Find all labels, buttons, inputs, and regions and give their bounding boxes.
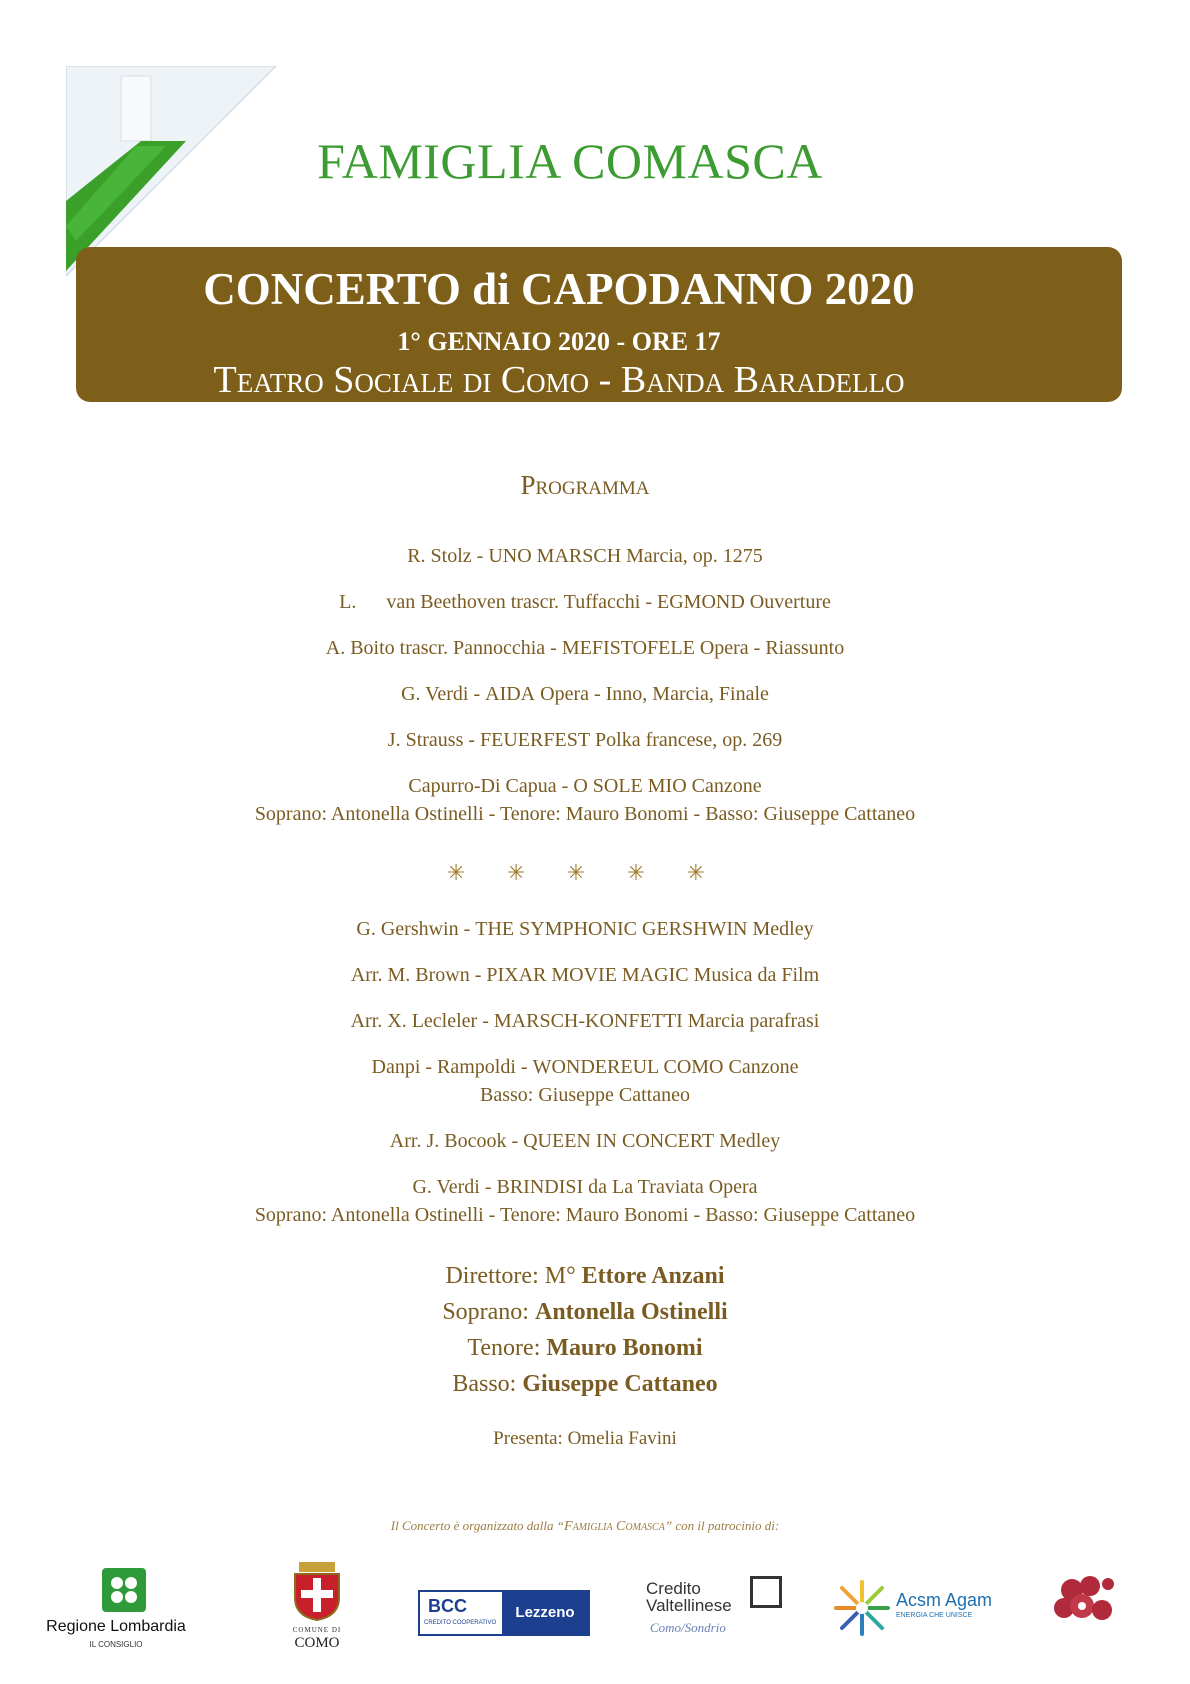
regione-name: Regione Lombardia	[46, 1618, 186, 1635]
program-item: L. van Beethoven trascr. Tuffacchi - EGMOND Ouverture	[339, 591, 831, 613]
credit-bass: Basso: Giuseppe Cattaneo	[452, 1371, 718, 1397]
credito-square-icon	[750, 1576, 782, 1608]
concert-venue: Teatro Sociale di Como - Banda Baradello	[213, 359, 905, 401]
bcc-sub: CREDITO COOPERATIVO	[424, 1620, 497, 1626]
organized-by-note: Il Concerto è organizzato dalla “Famiglia Comasca” con il patrocinio di:	[390, 1518, 780, 1534]
sponsor-bcc-lezzeno	[418, 1590, 590, 1636]
credito-line2: Valtellinese	[646, 1596, 732, 1615]
sponsor-flower-logo	[1050, 1570, 1120, 1640]
sponsor-acsm-agam	[832, 1578, 1000, 1644]
programma-title: Programma	[520, 470, 650, 500]
acsm-name: Acsm Agam	[896, 1590, 993, 1610]
sponsor-comune-di-como	[282, 1562, 352, 1657]
program-soloists: Soprano: Antonella Ostinelli - Tenore: Mauro Bonomi - Basso: Giuseppe Cattaneo	[254, 1204, 916, 1226]
program-item: G. Gershwin - THE SYMPHONIC GERSHWIN Medley	[356, 918, 814, 940]
organization-title: FAMIGLIA COMASCA	[317, 133, 823, 189]
concert-title: CONCERTO di CAPODANNO 2020	[203, 264, 915, 314]
program-item: G. Verdi - BRINDISI da La Traviata Opera	[412, 1176, 758, 1198]
credit-director: Direttore: M° Ettore Anzani	[445, 1263, 725, 1289]
como-line1: COMUNE DI	[292, 1626, 342, 1634]
sponsor-regione-lombardia	[36, 1568, 196, 1658]
credit-soprano: Soprano: Antonella Ostinelli	[442, 1299, 728, 1325]
program-item: Capurro-Di Capua - O SOLE MIO Canzone	[408, 775, 762, 797]
bcc-lezzeno: Lezzeno	[502, 1592, 588, 1634]
como-coat-of-arms-icon	[291, 1562, 343, 1622]
program-item: J. Strauss - FEUERFEST Polka francese, op. 269	[387, 729, 783, 751]
program-soloists: Soprano: Antonella Ostinelli - Tenore: Mauro Bonomi - Basso: Giuseppe Cattaneo	[254, 803, 916, 825]
program-item: Arr. X. Lecleler - MARSCH-KONFETTI Marcia parafrasi	[350, 1010, 820, 1032]
program-item: A. Boito trascr. Pannocchia - MEFISTOFELE Opera - Riassunto	[325, 637, 845, 659]
program-soloists: Basso: Giuseppe Cattaneo	[480, 1084, 690, 1106]
flower-logo-icon	[1050, 1570, 1120, 1640]
presenter: Presenta: Omelia Favini	[493, 1428, 677, 1449]
credit-tenor: Tenore: Mauro Bonomi	[467, 1335, 703, 1361]
program-item: Arr. J. Bocook - QUEEN IN CONCERT Medley	[389, 1130, 781, 1152]
sponsor-credito-valtellinese	[646, 1580, 786, 1646]
como-line2: COMO	[294, 1635, 340, 1651]
regione-lombardia-icon	[102, 1568, 146, 1612]
acsm-sun-icon	[832, 1578, 892, 1638]
program-item: G. Verdi - AIDA Opera - Inno, Marcia, Finale	[401, 683, 769, 705]
separator-stars: ✳ ✳ ✳ ✳ ✳	[446, 860, 724, 885]
credito-line1: Credito	[646, 1579, 701, 1598]
credito-line3: Como/Sondrio	[650, 1620, 726, 1635]
concert-date-time: 1° GENNAIO 2020 - ORE 17	[397, 327, 721, 356]
program-item: Danpi - Rampoldi - WONDEREUL COMO Canzone	[371, 1056, 799, 1078]
program-item: Arr. M. Brown - PIXAR MOVIE MAGIC Musica da Film	[350, 964, 820, 986]
regione-sub: IL CONSIGLIO	[89, 1640, 143, 1649]
bcc-logo-text: BCC	[428, 1596, 467, 1616]
acsm-tagline: ENERGIA CHE UNISCE	[896, 1612, 973, 1619]
program-item: R. Stolz - UNO MARSCH Marcia, op. 1275	[407, 545, 763, 567]
